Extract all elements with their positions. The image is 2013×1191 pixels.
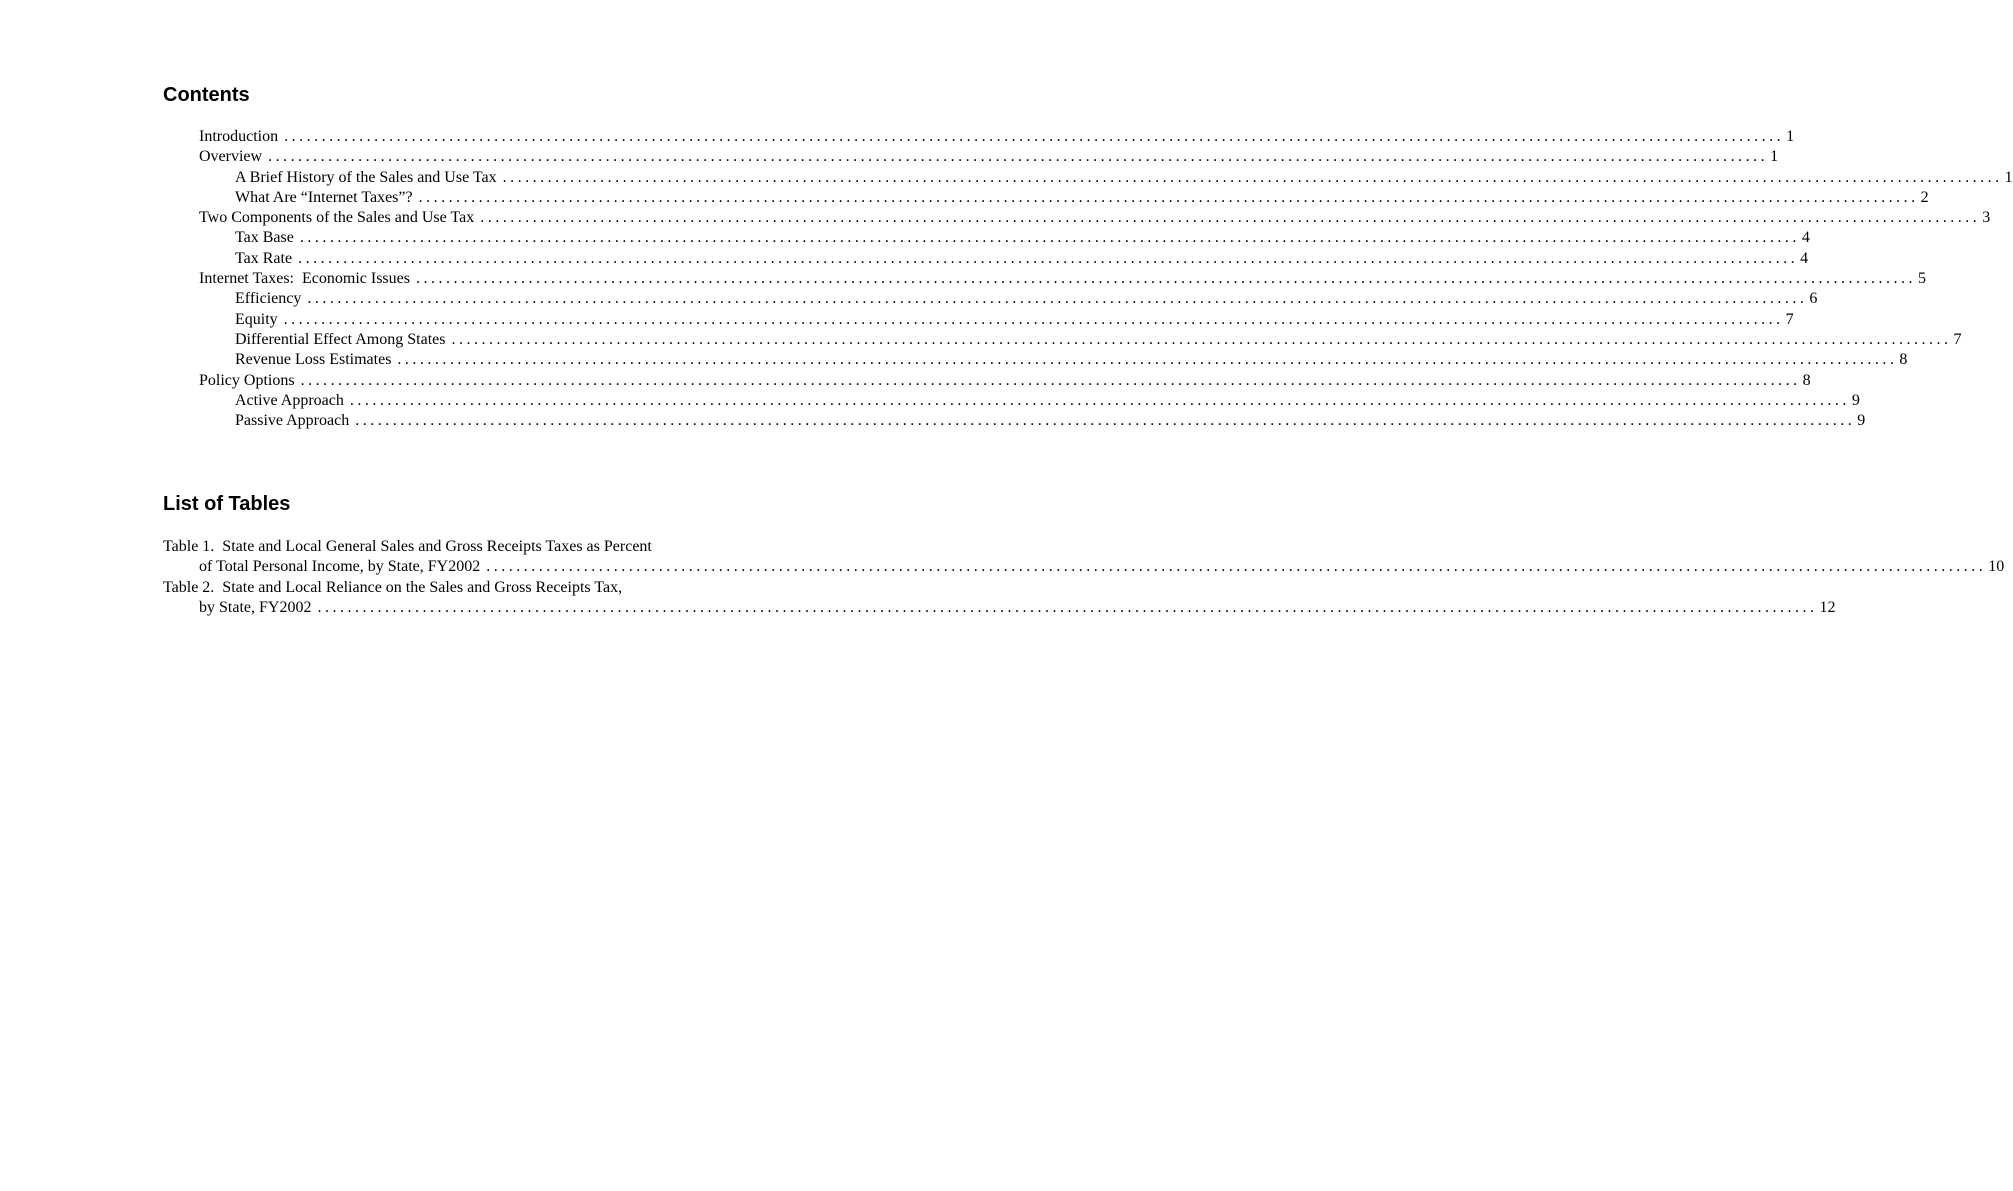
toc-entry-title: Introduction xyxy=(199,128,279,145)
dot-leader: ........................................................................................................................................................................................................ xyxy=(415,270,1916,288)
toc-entry-internet-taxes[interactable] xyxy=(163,188,1929,208)
toc-entry-page: 7 xyxy=(1953,330,1962,348)
toc-entry-title: Active Approach xyxy=(235,391,344,409)
table-entry-page: 12 xyxy=(1819,598,1836,616)
toc-entry-page: 7 xyxy=(1785,310,1794,328)
toc-entry-policy-options[interactable] xyxy=(163,371,1811,391)
dot-leader: ........................................................................................................................................................................................................ xyxy=(317,598,1818,616)
list-of-tables-heading: List of Tables xyxy=(163,493,291,515)
toc-entry-active-approach[interactable] xyxy=(163,391,1860,411)
toc-entry-page: 1 xyxy=(1786,128,1795,145)
toc-entry-title: Policy Options xyxy=(199,371,295,389)
toc-entry-title: Tax Base xyxy=(235,229,294,247)
toc-entry-overview[interactable] xyxy=(163,147,1779,167)
table-entry-caption-line2-row xyxy=(163,598,1836,618)
toc-entry-brief-history[interactable] xyxy=(163,168,2013,188)
dot-leader: ........................................................................................................................................................................................................ xyxy=(349,391,1850,409)
table-entry-caption-line1: Table 1. State and Local General Sales and Gross Receipts Taxes as Percent xyxy=(163,538,652,555)
toc-entry-efficiency[interactable] xyxy=(163,289,1818,309)
dot-leader: ........................................................................................................................................................................................................ xyxy=(268,148,1769,166)
list-of-tables xyxy=(163,537,2005,618)
toc-entry-page: 8 xyxy=(1802,371,1811,389)
toc-entry-title: What Are “Internet Taxes”? xyxy=(235,188,413,206)
toc-entry-page: 9 xyxy=(1857,412,1866,430)
toc-entry-tax-base[interactable] xyxy=(163,228,1810,248)
dot-leader: ........................................................................................................................................................................................................ xyxy=(397,351,1898,369)
table-entry-caption-line2: by State, FY2002 xyxy=(199,598,312,616)
toc-entry-title: Efficiency xyxy=(235,290,302,308)
toc-entry-page: 1 xyxy=(1770,148,1779,166)
contents-list xyxy=(163,127,2013,431)
toc-entry-page: 4 xyxy=(1800,249,1809,267)
toc-entry-title: Passive Approach xyxy=(235,412,350,430)
toc-entry-title: Internet Taxes: Economic Issues xyxy=(199,270,410,288)
table-entry-caption-line2: of Total Personal Income, by State, FY2002 xyxy=(199,558,481,576)
toc-entry-page: 3 xyxy=(1982,209,1991,227)
table-entry-caption-line2-row xyxy=(163,557,2005,577)
dot-leader: ........................................................................................................................................................................................................ xyxy=(283,310,1784,328)
toc-entry-revenue-loss[interactable] xyxy=(163,350,1908,370)
toc-entry-differential-effect[interactable] xyxy=(163,330,1962,350)
dot-leader: ........................................................................................................................................................................................................ xyxy=(299,229,1800,247)
toc-entry-introduction[interactable] xyxy=(163,127,1795,147)
toc-entry-title: Differential Effect Among States xyxy=(235,330,446,348)
dot-leader: ........................................................................................................................................................................................................ xyxy=(355,412,1856,430)
toc-entry-title: Revenue Loss Estimates xyxy=(235,351,392,369)
dot-leader: ........................................................................................................................................................................................................ xyxy=(307,290,1808,308)
dot-leader: ........................................................................................................................................................................................................ xyxy=(480,209,1981,227)
toc-entry-title: A Brief History of the Sales and Use Tax xyxy=(235,168,497,186)
toc-entry-title: Two Components of the Sales and Use Tax xyxy=(199,209,475,227)
toc-entry-economic-issues[interactable] xyxy=(163,269,1926,289)
toc-entry-two-components[interactable] xyxy=(163,208,1991,228)
dot-leader: ........................................................................................................................................................................................................ xyxy=(502,168,2003,186)
dot-leader: ........................................................................................................................................................................................................ xyxy=(300,371,1801,389)
toc-entry-page: 9 xyxy=(1851,391,1860,409)
toc-entry-title: Equity xyxy=(235,310,278,328)
toc-entry-tax-rate[interactable] xyxy=(163,249,1809,269)
toc-entry-page: 2 xyxy=(1920,188,1929,206)
table-entry-page: 10 xyxy=(1988,558,2005,576)
toc-entry-page: 1 xyxy=(2004,168,2013,186)
dot-leader: ........................................................................................................................................................................................................ xyxy=(298,249,1799,267)
table-entry-1[interactable] xyxy=(163,537,2005,578)
dot-leader: ........................................................................................................................................................................................................ xyxy=(451,330,1952,348)
toc-entry-title: Tax Rate xyxy=(235,249,293,267)
toc-entry-passive-approach[interactable] xyxy=(163,411,1866,431)
contents-heading: Contents xyxy=(163,84,250,106)
table-entry-caption-line1: Table 2. State and Local Reliance on the Sales and Gross Receipts Tax, xyxy=(163,578,623,596)
toc-entry-page: 5 xyxy=(1917,270,1926,288)
toc-entry-page: 6 xyxy=(1809,290,1818,308)
toc-entry-equity[interactable] xyxy=(163,310,1794,330)
toc-entry-title: Overview xyxy=(199,148,263,166)
toc-entry-page: 4 xyxy=(1801,229,1810,247)
toc-entry-page: 8 xyxy=(1899,351,1908,369)
dot-leader: ........................................................................................................................................................................................................ xyxy=(486,558,1987,576)
table-entry-2[interactable] xyxy=(163,578,1836,619)
dot-leader: ........................................................................................................................................................................................................ xyxy=(284,128,1785,145)
dot-leader: ........................................................................................................................................................................................................ xyxy=(418,188,1919,206)
